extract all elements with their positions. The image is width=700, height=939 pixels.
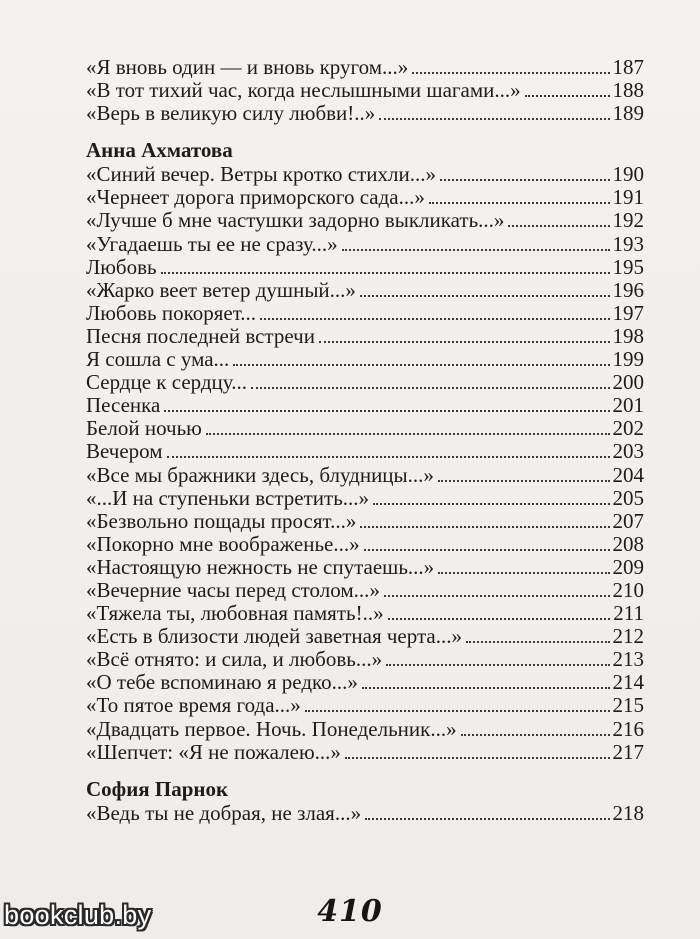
dot-leader bbox=[305, 710, 610, 712]
toc-entry bbox=[86, 325, 644, 348]
toc-entry bbox=[86, 718, 644, 741]
entry-page-number: 187 bbox=[612, 56, 644, 79]
toc-entry bbox=[86, 556, 644, 579]
toc-entry bbox=[86, 487, 644, 510]
entry-page-number: 217 bbox=[612, 740, 644, 764]
dot-leader bbox=[206, 433, 610, 435]
page-number: 410 bbox=[317, 894, 383, 929]
entry-title: «Верь в великую силу любви!..» bbox=[86, 102, 376, 126]
entry-title: Я сошла с ума... bbox=[86, 348, 230, 372]
dot-leader bbox=[345, 757, 610, 759]
dot-leader bbox=[342, 249, 610, 251]
dot-leader bbox=[360, 295, 610, 297]
entry-title: «...И на ступеньки встретить...» bbox=[86, 486, 370, 510]
entry-page-number: 215 bbox=[612, 694, 644, 718]
entry-page-number: 214 bbox=[612, 671, 644, 695]
entry-page-number: 213 bbox=[612, 648, 644, 672]
toc-entry bbox=[86, 648, 644, 671]
dot-leader bbox=[233, 364, 609, 366]
toc-entry bbox=[86, 163, 644, 186]
entry-page-number: 190 bbox=[612, 163, 644, 187]
entry-title: «Двадцать первое. Ночь. Понедельник...» bbox=[86, 717, 457, 741]
entry-page-number: 211 bbox=[613, 602, 644, 626]
dot-leader bbox=[167, 456, 610, 458]
entry-page-number: 202 bbox=[612, 417, 644, 441]
entry-page-number: 210 bbox=[612, 578, 644, 602]
toc-entry bbox=[86, 79, 644, 102]
entry-title: Любовь bbox=[86, 255, 157, 279]
toc-entry bbox=[86, 579, 644, 602]
entry-page-number: 203 bbox=[612, 440, 644, 464]
entry-page-number: 218 bbox=[612, 801, 644, 825]
toc-entry bbox=[86, 348, 644, 371]
dot-leader bbox=[438, 480, 610, 482]
dot-leader bbox=[525, 95, 610, 97]
entry-title: Любовь покоряет... bbox=[86, 301, 257, 325]
entry-title: «В тот тихий час, когда неслышными шагами...» bbox=[86, 79, 521, 103]
toc-entry bbox=[86, 694, 644, 717]
entry-page-number: 197 bbox=[612, 301, 644, 325]
dot-leader bbox=[388, 618, 611, 620]
entry-page-number: 188 bbox=[612, 79, 644, 103]
toc-section bbox=[86, 56, 644, 125]
author-heading: София Парнок bbox=[86, 776, 229, 801]
toc-entry bbox=[86, 279, 644, 302]
dot-leader bbox=[461, 734, 610, 736]
entry-title: «Ведь ты не добрая, не злая...» bbox=[86, 801, 362, 825]
toc-entry bbox=[86, 56, 644, 79]
toc-entry bbox=[86, 602, 644, 625]
entry-page-number: 205 bbox=[612, 486, 644, 510]
entry-title: «Есть в близости людей заветная черта...» bbox=[86, 625, 462, 649]
dot-leader bbox=[466, 641, 610, 643]
entry-title: «О тебе вспоминаю я редко...» bbox=[86, 671, 358, 695]
dot-leader bbox=[319, 341, 610, 343]
toc-entry bbox=[86, 464, 644, 487]
entry-title: «Безвольно пощады просят...» bbox=[86, 509, 357, 533]
entry-title: «Покорно мне воображенье...» bbox=[86, 532, 360, 556]
entry-page-number: 208 bbox=[612, 532, 644, 556]
dot-leader bbox=[164, 410, 609, 412]
entry-page-number: 204 bbox=[612, 463, 644, 487]
toc-entry bbox=[86, 440, 644, 463]
entry-title: «Вечерние часы перед столом...» bbox=[86, 578, 380, 602]
toc-entry bbox=[86, 256, 644, 279]
entry-title: Сердце к сердцу... bbox=[86, 371, 247, 395]
dot-leader bbox=[386, 664, 609, 666]
author-heading: Анна Ахматова bbox=[86, 138, 233, 163]
entry-title: «Лучше б мне частушки задорно выкликать...» bbox=[86, 209, 505, 233]
entry-title: «Шепчет: «Я не пожалею...» bbox=[86, 740, 341, 764]
entry-page-number: 198 bbox=[612, 324, 644, 348]
entry-title: «Все мы бражники здесь, блудницы...» bbox=[86, 463, 434, 487]
dot-leader bbox=[508, 225, 609, 227]
entry-title: «Всё отнято: и сила, и любовь...» bbox=[86, 648, 383, 672]
entry-title: «Угадаешь ты ее не сразу...» bbox=[86, 232, 338, 256]
dot-leader bbox=[440, 179, 610, 181]
toc-entry bbox=[86, 233, 644, 256]
dot-leader bbox=[429, 202, 610, 204]
dot-leader bbox=[373, 503, 609, 505]
toc-entry bbox=[86, 802, 644, 825]
dot-leader bbox=[384, 595, 610, 597]
entry-title: Вечером bbox=[86, 440, 163, 464]
entry-page-number: 196 bbox=[612, 278, 644, 302]
entry-page-number: 192 bbox=[612, 209, 644, 233]
entry-page-number: 200 bbox=[612, 371, 644, 395]
entry-title: «Жарко веет ветер душный...» bbox=[86, 278, 356, 302]
toc-entry bbox=[86, 302, 644, 325]
toc-entry bbox=[86, 533, 644, 556]
dot-leader bbox=[412, 72, 609, 74]
entry-title: Белой ночью bbox=[86, 417, 202, 441]
entry-page-number: 209 bbox=[612, 555, 644, 579]
entry-page-number: 212 bbox=[612, 625, 644, 649]
entry-title: «Тяжела ты, любовная память!..» bbox=[86, 602, 384, 626]
toc-section bbox=[86, 139, 644, 763]
entry-page-number: 189 bbox=[612, 102, 644, 126]
entry-page-number: 201 bbox=[612, 394, 644, 418]
toc-entry bbox=[86, 510, 644, 533]
dot-leader bbox=[251, 387, 610, 389]
toc-entry bbox=[86, 371, 644, 394]
entry-title: «Я вновь один — и вновь кругом...» bbox=[86, 56, 409, 79]
toc-entry bbox=[86, 671, 644, 694]
toc-entry bbox=[86, 394, 644, 417]
entry-page-number: 216 bbox=[612, 717, 644, 741]
entry-page-number: 195 bbox=[612, 255, 644, 279]
entry-page-number: 207 bbox=[612, 509, 644, 533]
site-watermark: bookclub.by bbox=[4, 900, 152, 930]
dot-leader bbox=[365, 818, 609, 820]
dot-leader bbox=[362, 687, 610, 689]
toc-entry bbox=[86, 186, 644, 209]
dot-leader bbox=[360, 526, 609, 528]
toc-entry bbox=[86, 625, 644, 648]
toc-entry bbox=[86, 741, 644, 764]
dot-leader bbox=[438, 572, 609, 574]
dot-leader bbox=[260, 318, 609, 320]
dot-leader bbox=[161, 272, 610, 274]
entry-title: «Синий вечер. Ветры кротко стихли...» bbox=[86, 163, 436, 187]
entry-title: «Чернеет дорога приморского сада...» bbox=[86, 186, 425, 210]
entry-title: Песенка bbox=[86, 394, 161, 418]
entry-page-number: 199 bbox=[612, 348, 644, 372]
dot-leader bbox=[364, 549, 610, 551]
entry-title: «То пятое время года...» bbox=[86, 694, 301, 718]
toc-entry bbox=[86, 417, 644, 440]
toc-section bbox=[86, 778, 644, 825]
entry-title: «Настоящую нежность не спутаешь...» bbox=[86, 555, 435, 579]
dot-leader bbox=[379, 118, 609, 120]
entry-page-number: 191 bbox=[612, 186, 644, 210]
table-of-contents bbox=[86, 56, 644, 825]
toc-entry bbox=[86, 102, 644, 125]
entry-page-number: 193 bbox=[612, 232, 644, 256]
entry-title: Песня последней встречи bbox=[86, 324, 315, 348]
toc-entry bbox=[86, 209, 644, 232]
